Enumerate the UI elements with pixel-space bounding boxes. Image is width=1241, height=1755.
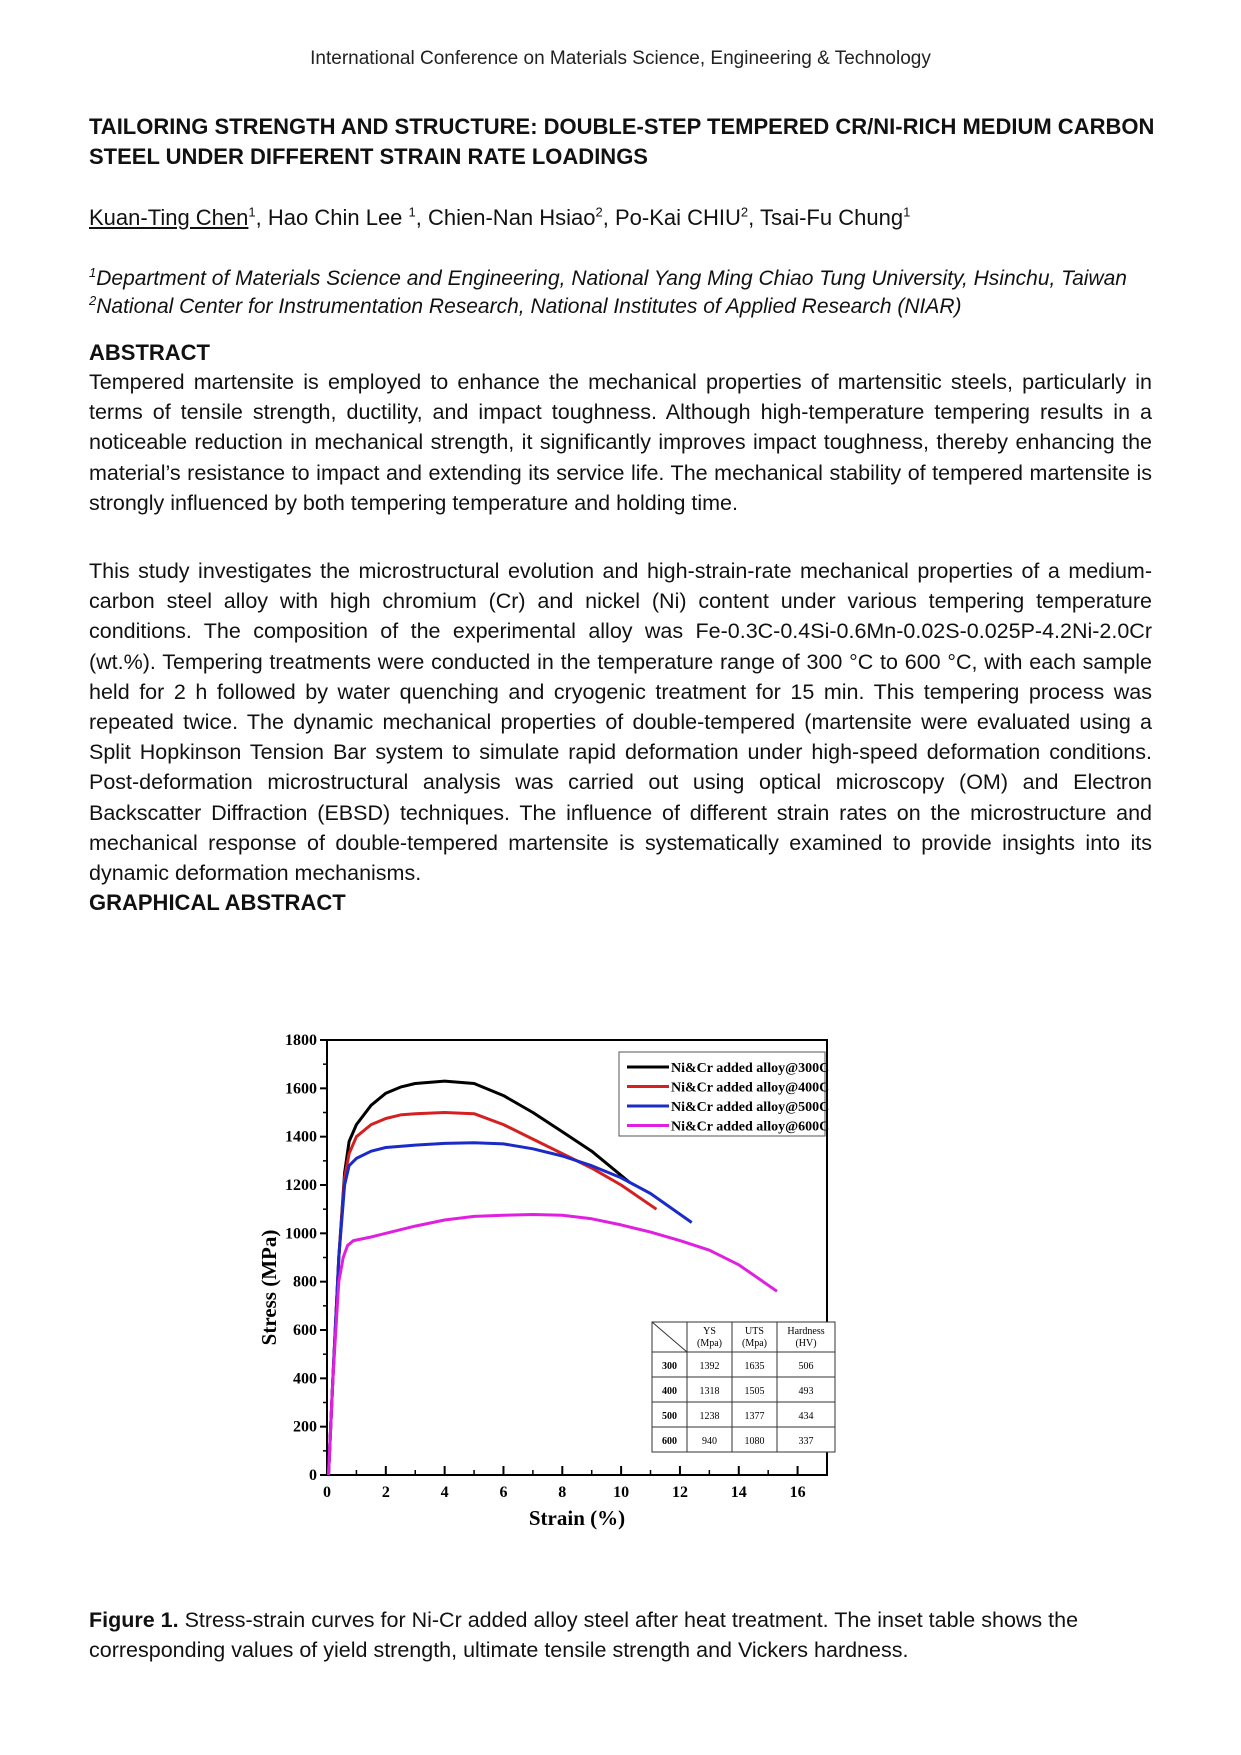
table-cell: 337 [798, 1436, 814, 1447]
y-tick-label: 1200 [285, 1177, 317, 1194]
affiliation [89, 293, 1159, 321]
table-cell: 940 [702, 1436, 717, 1447]
table-header-cell: (Mpa) [742, 1338, 767, 1349]
paper-title: TAILORING STRENGTH AND STRUCTURE: DOUBLE-STEP TEMPERED CR/NI-RICH MEDIUM CARBON STEEL UNDER DIFFERENT STRAIN RATE LOADINGS [89, 114, 1155, 169]
author-name: Kuan-Ting Chen [89, 205, 249, 230]
author-affiliation-mark: 1 [903, 204, 911, 220]
abstract-text-1: Tempered martensite is employed to enhance the mechanical properties of martensitic steels, particularly in terms of tensile strength, ductility, and impact toughness. Although high-temperature tempering results in a noticeable reduction in mechanical strength, it significantly improves impact toughness, thereby enhancing the material’s resistance to impact and extending its service life. The mechanical stability of tempered martensite is strongly influenced by both tempering temperature and holding time. [89, 370, 1152, 515]
x-tick-label: 14 [730, 1484, 747, 1501]
x-axis-label: Strain (%) [528, 1506, 626, 1530]
table-cell: 1392 [699, 1361, 720, 1372]
y-tick-label: 0 [309, 1467, 317, 1484]
table-cell: 400 [662, 1386, 677, 1397]
table-cell: 1635 [744, 1361, 765, 1372]
author-separator: , [748, 205, 760, 230]
author-name: Hao Chin Lee [267, 205, 409, 230]
affiliation-mark: 2 [89, 293, 97, 308]
stress-strain-chart [257, 1030, 940, 1600]
table-header-cell: YS [703, 1326, 716, 1337]
author-separator: , [415, 205, 428, 230]
table-cell: 493 [798, 1386, 814, 1397]
abstract-heading: ABSTRACT [89, 340, 210, 365]
table-cell: 1318 [699, 1386, 720, 1397]
author-affiliation-mark: 2 [740, 204, 749, 220]
author-affiliation-mark: 1 [248, 204, 256, 220]
affiliation-text: Department of Materials Science and Engineering, National Yang Ming Chiao Tung University, Hsinchu, Taiwan [96, 267, 1127, 290]
table-header-cell: UTS [745, 1326, 764, 1337]
affiliations [89, 265, 1159, 321]
table-cell: 1377 [744, 1411, 765, 1422]
chart-svg [257, 1030, 940, 1600]
affiliation-text: National Center for Instrumentation Research, National Institutes of Applied Research (NIAR) [96, 295, 962, 318]
caption-text: Stress-strain curves for Ni-Cr added alloy steel after heat treatment. The inset table shows the corresponding values of yield strength, ultimate tensile strength and Vickers hardness. [89, 1608, 1079, 1662]
x-tick-label: 10 [613, 1484, 630, 1501]
x-tick-label: 2 [381, 1484, 390, 1501]
y-tick-label: 1000 [285, 1225, 317, 1243]
figure-caption [89, 1605, 1169, 1665]
y-tick-label: 1600 [285, 1080, 317, 1098]
x-tick-label: 0 [323, 1484, 331, 1501]
affiliation-mark: 1 [89, 265, 97, 280]
table-cell: 600 [662, 1436, 677, 1447]
y-tick-label: 400 [293, 1370, 317, 1388]
table-cell: 300 [662, 1361, 677, 1372]
legend-entry: Ni&Cr added alloy@300C [671, 1061, 830, 1076]
legend-entry: Ni&Cr added alloy@600C [671, 1119, 830, 1135]
series-line [329, 1113, 657, 1476]
caption-label: Figure 1. [89, 1608, 179, 1632]
table-cell: 500 [662, 1411, 677, 1422]
x-tick-label: 16 [789, 1484, 806, 1501]
table-cell: 506 [798, 1361, 814, 1372]
x-tick-label: 4 [440, 1484, 449, 1501]
x-tick-label: 8 [558, 1484, 567, 1501]
y-tick-label: 200 [293, 1418, 317, 1436]
y-tick-label: 600 [293, 1322, 317, 1339]
author-separator: , [602, 205, 615, 230]
y-axis-label: Stress (MPa) [257, 1229, 281, 1346]
table-header-cell: Hardness [787, 1326, 825, 1337]
author-name: Chien-Nan Hsiao [428, 205, 596, 230]
author-list [89, 204, 1159, 232]
x-tick-label: 12 [671, 1484, 688, 1501]
affiliation [89, 265, 1159, 293]
series-line [329, 1143, 692, 1475]
legend-entry: Ni&Cr added alloy@400C [671, 1080, 830, 1096]
table-cell: 1238 [699, 1411, 720, 1422]
table-header-cell: (HV) [795, 1338, 817, 1349]
author-name: Tsai-Fu Chung [759, 205, 904, 230]
x-tick-label: 6 [499, 1484, 508, 1501]
table-cell: 434 [798, 1411, 814, 1422]
author-name: Po-Kai CHIU [615, 205, 741, 230]
abstract-paragraph-1 [89, 367, 1152, 518]
conference-header: International Conference on Materials Science, Engineering & Technology [310, 48, 931, 69]
series-line [329, 1081, 630, 1475]
author-affiliation-mark: 1 [408, 204, 416, 220]
author-separator: , [255, 205, 268, 230]
y-tick-label: 1400 [285, 1128, 317, 1146]
abstract-paragraph-2 [89, 556, 1152, 888]
table-header-cell: (Mpa) [697, 1338, 722, 1349]
abstract-text-2: This study investigates the microstructural evolution and high-strain-rate mechanical properties of a medium-carbon steel alloy with high chromium (Cr) and nickel (Ni) content under various tempering temperature conditions. The composition of the experimental alloy was Fe-0.3C-0.4Si-0.6Mn-0.02S-0.025P-4.2Ni-2.0Cr (wt.%). Tempering treatments were conducted in the temperature range of 300 °C to 600 °C, with each sample held for 2 h followed by water quenching and cryogenic treatment for 15 min. This tempering process was repeated twice. The dynamic mechanical properties of double-tempered (martensite were evaluated using a Split Hopkinson Tension Bar system to simulate rapid deformation under high-speed deformation conditions. Post-deformation microstructural analysis was carried out using optical microscopy (OM) and Electron Backscatter Diffraction (EBSD) techniques. The influence of different strain rates on the microstructure and mechanical response of double-tempered martensite is systematically examined to provide insights into its dynamic deformation mechanisms. [89, 559, 1152, 886]
author-affiliation-mark: 2 [595, 204, 603, 220]
table-cell: 1505 [744, 1386, 765, 1397]
legend-entry: Ni&Cr added alloy@500C [671, 1100, 830, 1115]
y-tick-label: 1800 [285, 1032, 317, 1049]
table-cell: 1080 [744, 1436, 765, 1447]
y-tick-label: 800 [293, 1273, 317, 1291]
graphical-abstract-heading: GRAPHICAL ABSTRACT [89, 890, 346, 915]
